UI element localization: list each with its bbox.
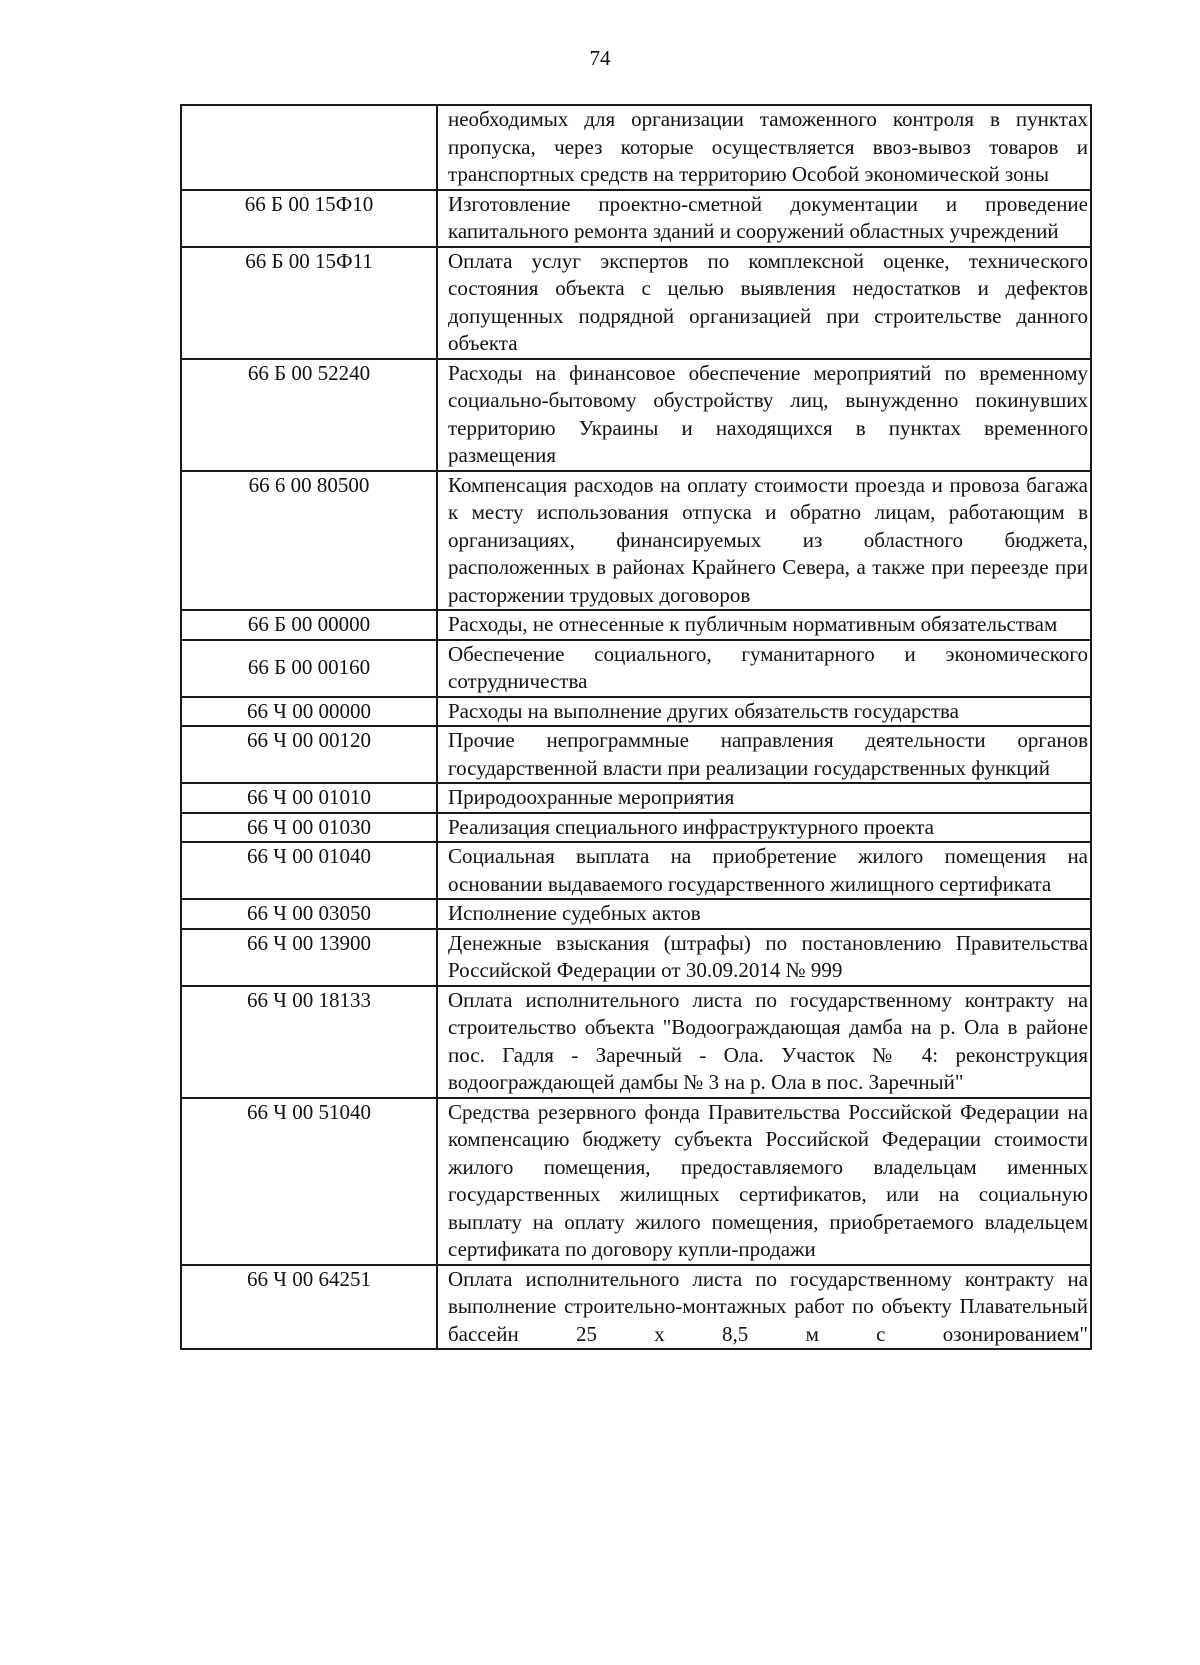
row-code: 66 Ч 00 18133 [181,986,437,1098]
row-code: 66 Б 00 00160 [181,640,437,697]
row-code: 66 Ч 00 51040 [181,1098,437,1265]
row-code: 66 Ч 00 01010 [181,783,437,813]
row-description: Социальная выплата на приобретение жилого помещения на основании выдаваемого государственного жилищного сертификата [437,842,1091,899]
table-row [181,986,1091,1098]
row-code: 66 Ч 00 13900 [181,929,437,986]
row-code: 66 Б 00 52240 [181,359,437,471]
table-row [181,471,1091,611]
row-code: 66 6 00 80500 [181,471,437,611]
row-description: Изготовление проектно-сметной документации и проведение капитального ремонта зданий и сооружений областных учреждений [437,190,1091,247]
row-code: 66 Б 00 00000 [181,610,437,640]
row-code: 66 Ч 00 03050 [181,899,437,929]
row-code: 66 Ч 00 64251 [181,1265,437,1350]
row-description: Расходы на финансовое обеспечение мероприятий по временному социально-бытовому обустройству лиц, вынужденно покинувших территорию Украины и находящихся в пунктах временного размещения [437,359,1091,471]
row-description: Компенсация расходов на оплату стоимости проезда и провоза багажа к месту использования отпуска и обратно лицам, работающим в организациях, финансируемых из областного бюджета, расположенных в районах Крайнего Севера, а также при переезде при расторжении трудовых договоров [437,471,1091,611]
row-description: Оплата исполнительного листа по государственному контракту на строительство объекта "Водоограждающая дамба на р. Ола в районе пос. Гадля - Заречный - Ола. Участок № 4: реконструкция водоограждающей дамбы № 3 на р. Ола в пос. Заречный" [437,986,1091,1098]
row-description: Денежные взыскания (штрафы) по постановлению Правительства Российской Федерации от 30.09.2014 № 999 [437,929,1091,986]
row-description: Реализация специального инфраструктурного проекта [437,813,1091,843]
table-row [181,610,1091,640]
table-row [181,726,1091,783]
row-code: 66 Ч 00 01040 [181,842,437,899]
row-description: Обеспечение социального, гуманитарного и экономического сотрудничества [437,640,1091,697]
budget-codes-table [180,104,1092,1350]
table-row [181,1265,1091,1350]
row-code: 66 Б 00 15Ф11 [181,247,437,359]
row-code: 66 Ч 00 00120 [181,726,437,783]
table-row [181,697,1091,727]
row-description: Расходы, не отнесенные к публичным нормативным обязательствам [437,610,1091,640]
row-code: 66 Ч 00 01030 [181,813,437,843]
table-row [181,640,1091,697]
row-description: Оплата услуг экспертов по комплексной оценке, технического состояния объекта с целью выявления недостатков и дефектов допущенных подрядной организацией при строительстве данного объекта [437,247,1091,359]
row-code: 66 Ч 00 00000 [181,697,437,727]
table-row [181,105,1091,190]
row-description: Средства резервного фонда Правительства Российской Федерации на компенсацию бюджету субъекта Российской Федерации стоимости жилого помещения, предоставляемого владельцам именных государственных жилищных сертификатов, или на социальную выплату на оплату жилого помещения, приобретаемого владельцем сертификата по договору купли-продажи [437,1098,1091,1265]
table-row [181,899,1091,929]
row-description: Расходы на выполнение других обязательств государства [437,697,1091,727]
row-description: Прочие непрограммные направления деятельности органов государственной власти при реализации государственных функций [437,726,1091,783]
table-row [181,813,1091,843]
row-code [181,105,437,190]
table-row [181,247,1091,359]
table-row [181,190,1091,247]
row-description: необходимых для организации таможенного контроля в пунктах пропуска, через которые осуществляется ввоз-вывоз товаров и транспортных средств на территорию Особой экономической зоны [437,105,1091,190]
row-description: Природоохранные мероприятия [437,783,1091,813]
table-row [181,783,1091,813]
page-number: 74 [589,46,611,70]
row-code: 66 Б 00 15Ф10 [181,190,437,247]
table-row [181,359,1091,471]
row-description: Исполнение судебных актов [437,899,1091,929]
table-row [181,929,1091,986]
table-row [181,1098,1091,1265]
table-row [181,842,1091,899]
row-description: Оплата исполнительного листа по государственному контракту на выполнение строительно-монтажных работ по объекту Плавательный бассейн 25 х 8,5 м с озонированием" [437,1265,1091,1350]
